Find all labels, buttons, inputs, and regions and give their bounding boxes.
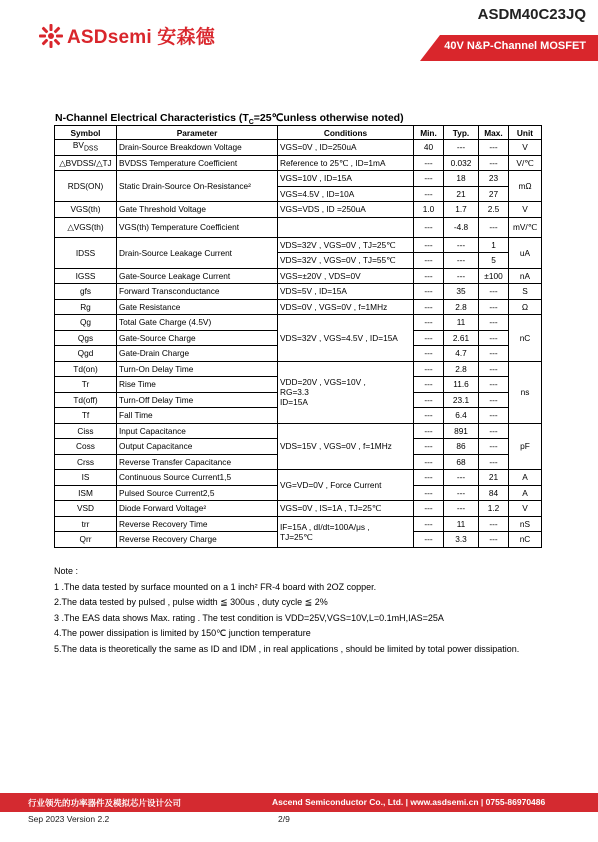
table-row xyxy=(55,361,542,377)
typ-cell: --- xyxy=(444,485,479,501)
table-row xyxy=(55,315,542,331)
min-cell: --- xyxy=(414,361,444,377)
min-cell: --- xyxy=(414,485,444,501)
min-cell: --- xyxy=(414,408,444,424)
max-cell: --- xyxy=(479,217,509,237)
param-cell: Reverse Transfer Capacitance xyxy=(117,454,278,470)
symbol-cell: $BV_{DSS}$ xyxy=(55,140,117,156)
part-number: ASDM40C23JQ xyxy=(477,6,586,23)
symbol-cell: IS xyxy=(55,470,117,486)
asd-logo-icon xyxy=(38,23,64,49)
max-cell: --- xyxy=(479,423,509,439)
typ-cell: 891 xyxy=(444,423,479,439)
symbol-cell: Tf xyxy=(55,408,117,424)
unit-cell: V xyxy=(509,501,542,517)
param-cell: VGS(th) Temperature Coefficient xyxy=(117,217,278,237)
max-cell: --- xyxy=(479,377,509,393)
param-cell: Gate-Source Charge xyxy=(117,330,278,346)
max-cell: 1.2 xyxy=(479,501,509,517)
note-5: 5.The data is theoretically the same as ID and IDM , in real applications , should be limited by total power dissipation. xyxy=(54,643,520,654)
table-row xyxy=(55,501,542,517)
max-cell: 84 xyxy=(479,485,509,501)
param-cell: Drain-Source Leakage Current xyxy=(117,237,278,268)
table-row xyxy=(55,217,542,237)
max-cell: --- xyxy=(479,346,509,362)
typ-cell: -4.8 xyxy=(444,217,479,237)
cond-cell: Reference to 25℃ , ID=1mA xyxy=(278,155,414,171)
min-cell: --- xyxy=(414,346,444,362)
footer-version: Sep 2023 Version 2.2 xyxy=(28,814,110,824)
cond-cell: VGS=±20V , VDS=0V xyxy=(278,268,414,284)
cond-cell: VDS=32V , VGS=4.5V , ID=15A xyxy=(278,315,414,362)
param-cell: Gate-Source Leakage Current xyxy=(117,268,278,284)
cond-cell: VG=VD=0V , Force Current xyxy=(278,470,414,501)
cond-cell: VDS=5V , ID=15A xyxy=(278,284,414,300)
typ-cell: 23.1 xyxy=(444,392,479,408)
header-cell: Typ. xyxy=(444,126,479,140)
max-cell: --- xyxy=(479,140,509,156)
symbol-cell: Coss xyxy=(55,439,117,455)
min-cell: --- xyxy=(414,253,444,269)
max-cell: 2.5 xyxy=(479,202,509,218)
table-row xyxy=(55,140,542,156)
typ-cell: --- xyxy=(444,237,479,253)
symbol-cell: Qg xyxy=(55,315,117,331)
typ-cell: --- xyxy=(444,470,479,486)
unit-cell: uA xyxy=(509,237,542,268)
cond-cell: VGS=4.5V , ID=10A xyxy=(278,186,414,202)
symbol-cell: Crss xyxy=(55,454,117,470)
param-cell: Drain-Source Breakdown Voltage xyxy=(117,140,278,156)
typ-cell: 2.8 xyxy=(444,361,479,377)
table-row xyxy=(55,237,542,253)
unit-cell: A xyxy=(509,470,542,486)
typ-cell: 68 xyxy=(444,454,479,470)
typ-cell: --- xyxy=(444,501,479,517)
min-cell: --- xyxy=(414,217,444,237)
max-cell: --- xyxy=(479,361,509,377)
symbol-cell: VGS(th) xyxy=(55,202,117,218)
symbol-cell: IGSS xyxy=(55,268,117,284)
max-cell: --- xyxy=(479,299,509,315)
symbol-cell: IDSS xyxy=(55,237,117,268)
min-cell: --- xyxy=(414,237,444,253)
param-cell: Pulsed Source Current2,5 xyxy=(117,485,278,501)
table-header-row xyxy=(55,126,542,140)
max-cell: --- xyxy=(479,516,509,532)
min-cell: --- xyxy=(414,516,444,532)
typ-cell: 4.7 xyxy=(444,346,479,362)
typ-cell: --- xyxy=(444,268,479,284)
typ-cell: 11 xyxy=(444,516,479,532)
max-cell: 21 xyxy=(479,470,509,486)
min-cell: --- xyxy=(414,439,444,455)
unit-cell: V xyxy=(509,202,542,218)
max-cell: --- xyxy=(479,330,509,346)
min-cell: --- xyxy=(414,268,444,284)
unit-cell: ns xyxy=(509,361,542,423)
min-cell: --- xyxy=(414,501,444,517)
header-cell: Conditions xyxy=(278,126,414,140)
param-cell: Forward Transconductance xyxy=(117,284,278,300)
note-1: 1 .The data tested by surface mounted on a 1 inch² FR-4 board with 2OZ copper. xyxy=(54,581,377,592)
part-description: 40V N&P-Channel MOSFET xyxy=(444,40,586,52)
symbol-cell: trr xyxy=(55,516,117,532)
min-cell: --- xyxy=(414,423,444,439)
symbol-cell: ISM xyxy=(55,485,117,501)
max-cell: --- xyxy=(479,439,509,455)
max-cell: 23 xyxy=(479,171,509,187)
footer-contact: Ascend Semiconductor Co., Ltd. | www.asdsemi.cn | 0755-86970486 xyxy=(272,797,546,807)
header-cell: Min. xyxy=(414,126,444,140)
param-cell: Turn-Off Delay Time xyxy=(117,392,278,408)
param-cell: Input Capacitance xyxy=(117,423,278,439)
param-cell: Fall Time xyxy=(117,408,278,424)
min-cell: --- xyxy=(414,454,444,470)
typ-cell: 0.032 xyxy=(444,155,479,171)
footer-slogan: 行业领先的功率器件及模拟芯片设计公司 xyxy=(28,798,182,808)
typ-cell: 6.4 xyxy=(444,408,479,424)
max-cell: ±100 xyxy=(479,268,509,284)
header-cell: Symbol xyxy=(55,126,117,140)
typ-cell: 86 xyxy=(444,439,479,455)
symbol-cell: Td(off) xyxy=(55,392,117,408)
unit-cell: Ω xyxy=(509,299,542,315)
symbol-cell: Qrr xyxy=(55,532,117,548)
symbol-cell: VSD xyxy=(55,501,117,517)
param-cell: BVDSS Temperature Coefficient xyxy=(117,155,278,171)
min-cell: --- xyxy=(414,532,444,548)
symbol-cell: Rg xyxy=(55,299,117,315)
header-cell: Unit xyxy=(509,126,542,140)
typ-cell: 21 xyxy=(444,186,479,202)
logo-text: ASDsemi 安森德 xyxy=(67,27,215,48)
cond-cell: VGS=10V , ID=15A xyxy=(278,171,414,187)
cond-cell xyxy=(278,217,414,237)
notes-title: Note : xyxy=(54,566,79,576)
typ-cell: 18 xyxy=(444,171,479,187)
company-logo xyxy=(38,22,215,49)
symbol-cell: Td(on) xyxy=(55,361,117,377)
symbol-cell: Qgs xyxy=(55,330,117,346)
table-row xyxy=(55,516,542,532)
min-cell: --- xyxy=(414,171,444,187)
max-cell: 27 xyxy=(479,186,509,202)
cond-cell: VGS=VDS , ID =250uA xyxy=(278,202,414,218)
symbol-cell: RDS(ON) xyxy=(55,171,117,202)
max-cell: --- xyxy=(479,155,509,171)
min-cell: --- xyxy=(414,392,444,408)
unit-cell: nC xyxy=(509,315,542,362)
unit-cell: S xyxy=(509,284,542,300)
cond-cell: VDS=15V , VGS=0V , f=1MHz xyxy=(278,423,414,470)
section-title: N-Channel Electrical Characteristics ($T_C=25℃unless$ otherwise noted) xyxy=(55,112,404,127)
max-cell: --- xyxy=(479,408,509,424)
unit-cell: V/℃ xyxy=(509,155,542,171)
typ-cell: 35 xyxy=(444,284,479,300)
param-cell: Reverse Recovery Time xyxy=(117,516,278,532)
param-cell: Gate-Drain Charge xyxy=(117,346,278,362)
param-cell: Output Capacitance xyxy=(117,439,278,455)
min-cell: --- xyxy=(414,330,444,346)
param-cell: Reverse Recovery Charge xyxy=(117,532,278,548)
typ-cell: 11 xyxy=(444,315,479,331)
symbol-cell: △VGS(th) xyxy=(55,217,117,237)
symbol-cell: △BVDSS/△TJ xyxy=(55,155,117,171)
param-cell: Total Gate Charge (4.5V) xyxy=(117,315,278,331)
min-cell: --- xyxy=(414,155,444,171)
param-cell: Turn-On Delay Time xyxy=(117,361,278,377)
min-cell: --- xyxy=(414,315,444,331)
table-row xyxy=(55,299,542,315)
unit-cell: mΩ xyxy=(509,171,542,202)
page-number: 2/9 xyxy=(278,814,290,824)
typ-cell: --- xyxy=(444,253,479,269)
characteristics-table xyxy=(54,125,542,548)
typ-cell: 2.8 xyxy=(444,299,479,315)
note-4: 4.The power dissipation is limited by 150℃ junction temperature xyxy=(54,628,311,639)
cond-cell: IF=15A , dI/dt=100A/μs , TJ=25℃ xyxy=(278,516,414,547)
cond-cell: VGS=0V , ID=250uA xyxy=(278,140,414,156)
symbol-cell: Qgd xyxy=(55,346,117,362)
min-cell: 40 xyxy=(414,140,444,156)
typ-cell: 3.3 xyxy=(444,532,479,548)
header-cell: Parameter xyxy=(117,126,278,140)
unit-cell: A xyxy=(509,485,542,501)
note-3: 3 .The EAS data shows Max. rating . The test condition is VDD=25V,VGS=10V,L=0.1mH,IAS=25A xyxy=(54,612,444,623)
max-cell: --- xyxy=(479,315,509,331)
cond-cell: VDS=32V , VGS=0V , TJ=55℃ xyxy=(278,253,414,269)
table-row xyxy=(55,171,542,187)
symbol-cell: gfs xyxy=(55,284,117,300)
max-cell: --- xyxy=(479,284,509,300)
table-row xyxy=(55,284,542,300)
max-cell: 5 xyxy=(479,253,509,269)
symbol-cell: Tr xyxy=(55,377,117,393)
param-cell: Continuous Source Current1,5 xyxy=(117,470,278,486)
header-cell: Max. xyxy=(479,126,509,140)
unit-cell: nA xyxy=(509,268,542,284)
table-row xyxy=(55,423,542,439)
min-cell: --- xyxy=(414,470,444,486)
typ-cell: --- xyxy=(444,140,479,156)
unit-cell: pF xyxy=(509,423,542,470)
table-row xyxy=(55,155,542,171)
param-cell: Rise Time xyxy=(117,377,278,393)
cond-cell: VDD=20V , VGS=10V , RG=3.3 ID=15A xyxy=(278,361,414,423)
cond-cell: VGS=0V , IS=1A , TJ=25℃ xyxy=(278,501,414,517)
cond-cell: VDS=32V , VGS=0V , TJ=25℃ xyxy=(278,237,414,253)
max-cell: --- xyxy=(479,532,509,548)
max-cell: --- xyxy=(479,454,509,470)
typ-cell: 2.61 xyxy=(444,330,479,346)
min-cell: 1.0 xyxy=(414,202,444,218)
cond-cell: VDS=0V , VGS=0V , f=1MHz xyxy=(278,299,414,315)
note-2: 2.The data tested by pulsed , pulse width ≦ 300us , duty cycle ≦ 2% xyxy=(54,597,328,608)
table-row xyxy=(55,470,542,486)
min-cell: --- xyxy=(414,186,444,202)
unit-cell: mV/℃ xyxy=(509,217,542,237)
param-cell: Gate Threshold Voltage xyxy=(117,202,278,218)
symbol-cell: Ciss xyxy=(55,423,117,439)
param-cell: Gate Resistance xyxy=(117,299,278,315)
min-cell: --- xyxy=(414,299,444,315)
param-cell: Static Drain-Source On-Resistance² xyxy=(117,171,278,202)
unit-cell: nC xyxy=(509,532,542,548)
unit-cell: nS xyxy=(509,516,542,532)
typ-cell: 1.7 xyxy=(444,202,479,218)
param-cell: Diode Forward Voltage² xyxy=(117,501,278,517)
max-cell: 1 xyxy=(479,237,509,253)
table-row xyxy=(55,268,542,284)
typ-cell: 11.6 xyxy=(444,377,479,393)
unit-cell: V xyxy=(509,140,542,156)
min-cell: --- xyxy=(414,377,444,393)
max-cell: --- xyxy=(479,392,509,408)
table-row xyxy=(55,202,542,218)
notes-section xyxy=(54,565,554,659)
min-cell: --- xyxy=(414,284,444,300)
